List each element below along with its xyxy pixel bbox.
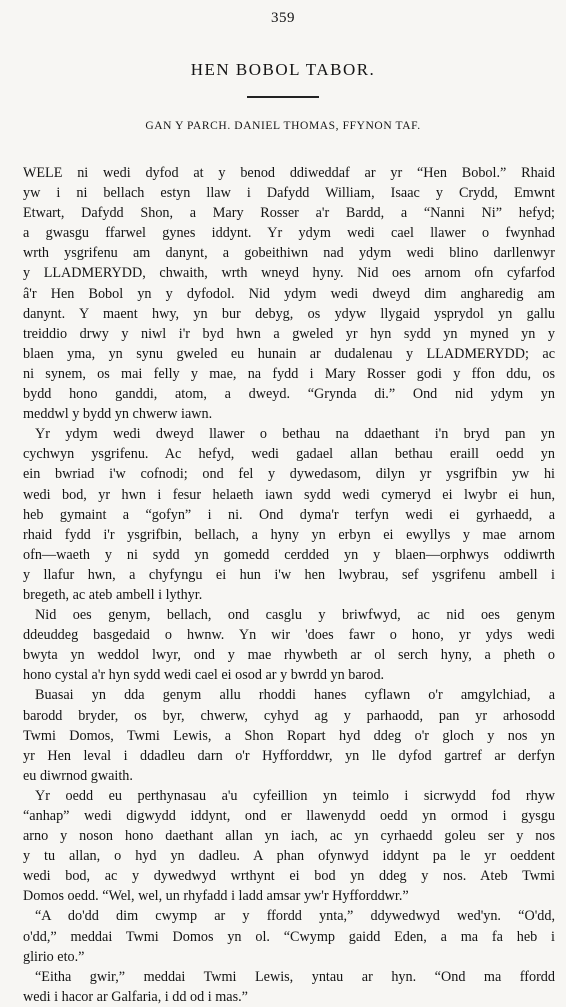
text-line: wedi bod, ac y dywedwyd wrthynt ei bod yn ddeg y nos. Ateb Twmi: [23, 868, 555, 885]
text-line: y llafur hwn, a chyfyngu ei hun i'w hen lwybrau, sef ysgrifenu ambell i: [23, 566, 555, 583]
text-line: wrth ysgrifenu am danynt, a gobeithiwn nad ydym wedi blino darllenwyr: [23, 245, 555, 262]
text-line: Buasai yn dda genym allu rhoddi hanes cyflawn o'r amgylchiad, a: [35, 687, 555, 704]
text-line: â'r Hen Bobol yn y dyfodol. Nid ydym wedi dweyd dim angharedig am: [23, 285, 555, 302]
text-line: heb gymaint a “gofyn” i ni. Ond dyma'r terfyn wedi ei gyrhaedd, a: [23, 506, 555, 523]
text-line: cychwyn ysgrifenu. Ac hefyd, wedi gadael allan bethau eraill oedd yn: [23, 446, 555, 463]
text-line: wedi i hacor ar Galfaria, i dd od i mas.”: [23, 988, 248, 1005]
text-line: blaen yma, yn synu gweled eu hunain ar dudalenau y LLADMERYDD; ac: [23, 345, 555, 362]
text-line: Yr ydym wedi dweyd llawer o bethau na ddaethant i'n bryd pan yn: [35, 426, 555, 443]
text-line: o'dd,” meddai Twmi Domos yn ol. “Cwymp gaidd Eden, a ma fa heb i: [23, 928, 555, 945]
text-line: Nid oes genym, bellach, ond casglu y briwfwyd, ac nid oes genym: [35, 607, 555, 624]
text-line: eu diwrnod gwaith.: [23, 767, 133, 784]
title-rule: [247, 96, 319, 98]
text-line: bydd hono ganddi, atom, a dweyd. “Grynda di.” Ond nid ydym yn: [23, 386, 555, 403]
text-line: danynt. Y maent hwy, yn bur debyg, os ydyw llygaid ysprydol yn gallu: [23, 305, 555, 322]
page-number: 359: [271, 10, 295, 26]
text-line: wedi bod, yr hwn i fesur helaeth iawn sydd wedi cymeryd ei lwybr ei hun,: [23, 486, 555, 503]
text-line: “A do'dd dim cwymp ar y ffordd ynta,” ddywedwyd wed'yn. “O'dd,: [35, 908, 555, 925]
page-title: HEN BOBOL TABOR.: [190, 60, 376, 79]
article-body: [23, 163, 555, 1007]
text-line: y LLADMERYDD, chwaith, wrth wneyd hyny. Nid oes arnom ofn cyfarfod: [23, 265, 555, 282]
text-line: treiddio drwy y niwl i'r byd hwn a gweled yr hyn sydd yn myned yn y: [23, 325, 555, 342]
text-line: ein bwriad i'w cofnodi; ond fel y dywedasom, dilyn yr ysgrifbin yw hi: [23, 466, 555, 483]
text-line: yr Hen leval i ddadleu darn o'r Hyfforddwr, yn lle dyfod gartref ar derfyn: [23, 747, 555, 764]
text-line: bregeth, ac ateb ambell i lythyr.: [23, 586, 203, 603]
text-line: WELE ni wedi dyfod at y benod ddiweddaf ar yr “Hen Bobol.” Rhaid: [23, 165, 555, 181]
text-line: ddeuddeg basgedaid o hwnw. Yn wir 'does fawr o hono, yr ydys wedi: [23, 627, 555, 644]
text-line: hono cystal a'r hyn sydd wedi cael ei osod ar y bwrdd yn barod.: [23, 667, 385, 684]
text-line: y tu allan, o hyd yn dadleu. A phan ofynwyd iddynt pa le yr oeddent: [23, 848, 555, 865]
text-line: “Eitha gwir,” meddai Twmi Lewis, yntau ar hyn. “Ond ma ffordd: [35, 968, 555, 985]
text-line: yw i ni bellach estyn llaw i Dafydd William, Isaac y Crydd, Emwnt: [23, 185, 555, 202]
text-line: glirio eto.”: [23, 948, 85, 965]
text-line: arno y noson hono daethant allan yn iach, ac yn cyrhaedd goleu ser y nos: [23, 828, 555, 845]
text-line: bwyta yn weddol lwyr, ond y mae rhywbeth ar ol serch hyny, a pheth o: [23, 647, 555, 664]
text-line: Etwart, Dafydd Shon, a Mary Rosser a'r Bardd, a “Nanni Ni” hefyd;: [23, 205, 555, 222]
text-line: a gwasgu ffarwel gynes iddynt. Yr ydym wedi cael llawer o fwynhad: [23, 225, 555, 242]
text-line: ofn—waeth y ni sydd yn gomedd cerdded yn y blaen—orphwys oddiwrth: [23, 546, 555, 563]
text-line: Domos oedd. “Wel, wel, un rhyfadd i ladd amsar yw'r Hyfforddwr.”: [23, 888, 409, 905]
author-byline: GAN Y PARCH. DANIEL THOMAS, FFYNON TAF.: [145, 120, 421, 132]
text-line: Yr oedd eu perthynasau a'u cyfeillion yn teimlo i sicrwydd fod rhyw: [35, 787, 555, 804]
text-line: “anhap” wedi digwydd iddynt, ond er llawenydd oedd yn ormod i gysgu: [23, 808, 555, 824]
text-line: ni synem, os mai felly y mae, na fydd i Mary Rosser godi y ffon ddu, os: [23, 365, 555, 382]
text-line: Twmi Domos, Twmi Lewis, a Shon Ropart hyd ddeg o'r gloch y nos yn: [23, 727, 555, 744]
text-line: meddwl y bydd yn chwerw iawn.: [23, 406, 213, 423]
text-line: rhaid fydd i'r ysgrifbin, bellach, a hyny yn erbyn ei ewyllys y mae arnom: [23, 526, 555, 543]
text-line: barodd bryder, os byr, chwerw, cyhyd ag y parhaodd, pan yr arhosodd: [23, 707, 555, 724]
